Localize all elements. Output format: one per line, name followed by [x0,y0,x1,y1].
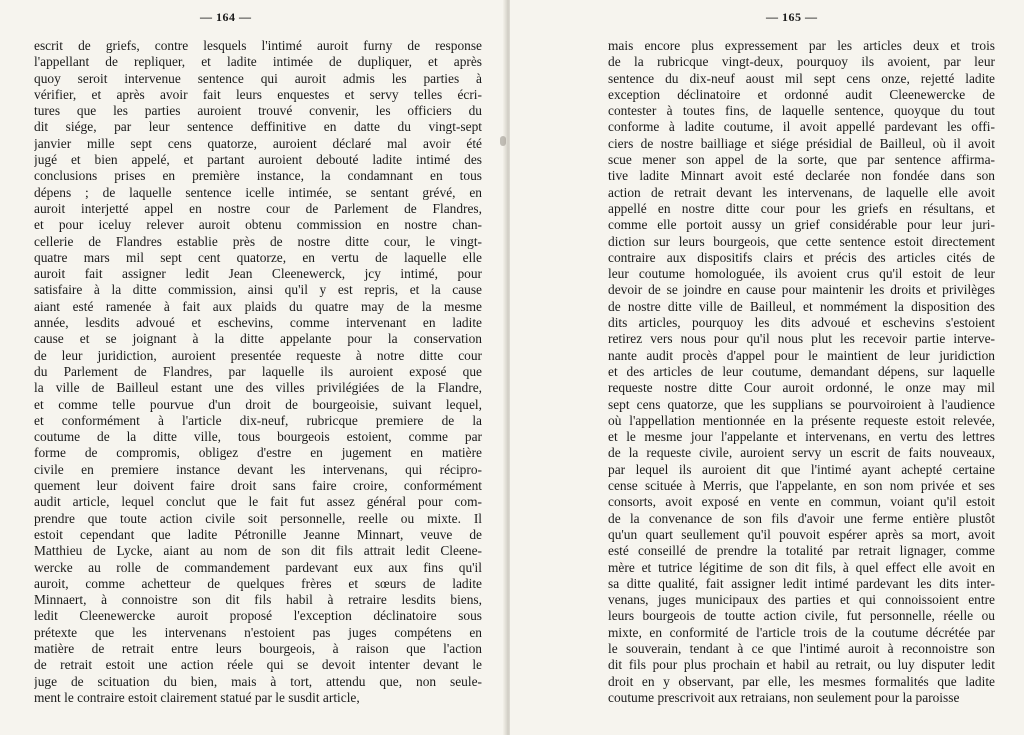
text-line: action de retrait devant les intervenans, de laquelle elle avoit [608,184,995,200]
text-line: cellerie de Flandres establie près de nostre ditte cour, le vingt- [34,233,482,249]
text-line: appellé en nostre ditte cour pour les griefs en résultans, et [608,200,995,216]
text-line: consorts, avoit exposé en vente en commun, voiant qu'il estoit [608,494,995,510]
text-line: qu'un quart seullement qu'il pouvoit espérer après sa mort, avoit [608,526,995,542]
left-page [0,0,505,735]
text-line: nante audit procès d'appel pour le maintient de leur juridiction [608,347,995,363]
text-line: dépens ; de laquelle sentence icelle intimée, se sentant grévé, en [34,184,482,200]
text-line: l'appellant de repliquer, et ladite intimée de dupliquer, et après [34,54,482,70]
text-line: Matthieu de Lycke, aiant au nom de son dit fils attrait ledit Cleene- [34,543,482,559]
text-line: du Parlement de Flandres, par laquelle ils auroient exposé que [34,363,482,379]
text-line: et le mesme jour l'appelante et intervenans, en vertu des lettres [608,429,995,445]
text-line: où l'appellation mentionnée en la présente requeste estoit relevée, [608,412,995,428]
text-line: dit siége, par leur sentence deffinitive en datte du vingt-sept [34,119,482,135]
text-line: année, lesdits advoué et eschevins, comme intervenant en ladite [34,315,482,331]
right-page [510,0,1024,735]
text-line: exception déclinatoire et ordonné audit Cleenewercke de [608,86,995,102]
text-line: la ville de Bailleul estant une des villes privilégiées de la Flandre, [34,380,482,396]
text-line: quement leur doivent faire droit sans faire croire, conformément [34,478,482,494]
text-line: ciers de nostre bailliage et siége présidial de Bailleul, où il avoit [608,135,995,151]
text-line: sept cens quatorze, que les supplians se pourvoiroient à l'audience [608,396,995,412]
text-line: et des articles de leur coutume, demandant dépens, sur laquelle [608,363,995,379]
left-page-text [34,38,482,706]
text-line: diction sur leurs bourgeois, que cette sentence estoit directement [608,233,995,249]
text-line: contraire aux dispositifs clairs et précis des articles cités de [608,249,995,265]
text-line: aiant esté ramenée à fait aux plaids du quatre may de la mesme [34,298,482,314]
text-line: cense scituée à Merris, que l'appelante, en son nom privée et ses [608,478,995,494]
text-line: wercke au rolle de commandement pardevant eux aux fins qu'il [34,559,482,575]
text-line: audit article, lequel conclut que le fait fut assez général pour com- [34,494,482,510]
text-line: tive ladite Minnart avoit esté declarée non fondée dans son [608,168,995,184]
text-line: forme de compromis, obligez d'estre en jugement en matière [34,445,482,461]
text-line: de leur juridiction, auroient presentée requeste à notre ditte cour [34,347,482,363]
text-line: ment le contraire estoit clairement statué par le susdit article, [34,689,360,705]
text-line: de la rubricque vingt-deux, pourquoy ils avoient, par leur [608,54,995,70]
text-line: mixte, en conformité de l'article trois de la coutume décrétée par [608,624,995,640]
text-line: et comme telle pourvue d'un droit de bourgeoisie, suivant lequel, [34,396,482,412]
text-line: satisfaire à la ditte commission, ainsi qu'il y est repris, et la cause [34,282,482,298]
right-page-number: — 165 — [766,10,818,24]
text-line: cause et se joignant à la ditte appelante pour la conservation [34,331,482,347]
text-line: requeste nostre ditte Cour auroit ordonné, le onze may mil [608,380,995,396]
text-line: venans, juges municipaux des parties et qui connoissoient entre [608,592,995,608]
text-line: auroit, comme achetteur de quelques frères et sœurs de ladite [34,575,482,591]
text-line: auroit interjetté appel en nostre cour de Parlement de Flandres, [34,200,482,216]
text-line: comme elle portoit aussy un grief considérable pour leur juri- [608,217,995,233]
text-line: de retrait estoit une action réele qui se devoit intenter devant le [34,657,482,673]
text-line: juge de scituation du bien, mais à tort, attendu que, non seule- [34,673,482,689]
left-page-number: — 164 — [200,10,252,24]
text-line: ledit Cleenewercke auroit proposé l'exception déclinatoire sous [34,608,482,624]
text-line: par lequel ils auroient dit que l'intimé ayant achepté certaine [608,461,995,477]
text-line: quatre mars mil sept cent quatorze, en vertu de laquelle elle [34,249,482,265]
text-line: mais encore plus expressement par les articles deux et trois [608,38,995,53]
text-line: le souverain, tendant à ce que l'intimé auroit à reconnoistre son [608,640,995,656]
text-line: et pour iceluy relever auroit obtenu commission en nostre chan- [34,217,482,233]
text-line: devoir de se joindre en cause pour maintenir les droits et privilèges [608,282,995,298]
text-line: de nostre ditte ville de Bailleul, et nommément la disposition des [608,298,995,314]
text-line: retirez vers nous pour qu'il nous plut les recevoir partie interve- [608,331,995,347]
text-line: prendre que toute action civile soit personnelle, reelle ou mixte. Il [34,510,482,526]
text-line: auroit fait assigner ledit Jean Cleenewerck, jcy intimé, pour [34,266,482,282]
text-line: de la convenance de son fils d'avoir une ferme entière plustôt [608,510,995,526]
ink-smudge [500,136,506,146]
text-line: conforme à ladite coutume, il avoit appellé pardevant les offi- [608,119,995,135]
text-line: dit fils pour plus prochain et habil au retrait, ou luy disputer ledit [608,657,995,673]
text-line: scue mener son appel de la sorte, que par sentence affirma- [608,152,995,168]
text-line: civile en premiere instance devant les intervenans, qui récipro- [34,461,482,477]
text-line: conclusions prises en première instance, la condamnant en tous [34,168,482,184]
right-page-text [608,38,995,706]
text-line: matière de retrait entre leurs bourgeois, à raison que l'action [34,640,482,656]
text-line: tures que les parties auroient trouvé convenir, les officiers du [34,103,482,119]
text-line: de la requeste civile, auroient servy un escrit de faits nouveaux, [608,445,995,461]
text-line: contester à toutes fins, de laquelle sentence, quoyque du tout [608,103,995,119]
text-line: coutume prescrivoit aux retraians, non seulement pour la paroisse [608,689,960,705]
text-line: prétexte que les intervenans n'estoient pas juges compétens en [34,624,482,640]
text-line: sa ditte qualité, fait assigner ledit intimé pardevant les dits inter- [608,575,995,591]
text-line: jugé et bien appelé, et partant auroient debouté ladite intimé des [34,152,482,168]
text-line: et conformément à l'article dix-neuf, rubricque premiere de la [34,412,482,428]
text-line: mère et tutrice légitime de son dit fils, à quel effect elle avoit en [608,559,995,575]
text-line: leurs bourgeois de toutte action civile, fut personnelle, réelle ou [608,608,995,624]
text-line: coutume de la ditte ville, tous bourgeois estoient, comme par [34,429,482,445]
text-line: dits articles, pourquoy les dits advoué et eschevins s'estoient [608,315,995,331]
text-line: esté conseillé de prendre la totalité par retrait lignager, comme [608,543,995,559]
text-line: leur coutume homologuée, ils avoient crus qu'il estoit de leur [608,266,995,282]
text-line: droit en y observant, par elle, les mesmes formalités que ladite [608,673,995,689]
text-line: sentence du dix-neuf aoust mil sept cens onze, rejetté ladite [608,70,995,86]
text-line: janvier mille sept cens quatorze, auroient déclaré mal avoir été [34,135,482,151]
text-line: quoy seroit intervenue sentence qui auroit admis les parties à [34,70,482,86]
text-line: vérifier, et après avoir fait leurs enquestes et servy telles écri- [34,86,482,102]
text-line: escrit de griefs, contre lesquels l'intimé auroit furny de response [34,38,482,53]
text-line: estoit cependant que ladite Pétronille Jeanne Minnart, veuve de [34,526,482,542]
text-line: Minnaert, à connoistre son dit fils habil à retraire lesdits biens, [34,592,482,608]
